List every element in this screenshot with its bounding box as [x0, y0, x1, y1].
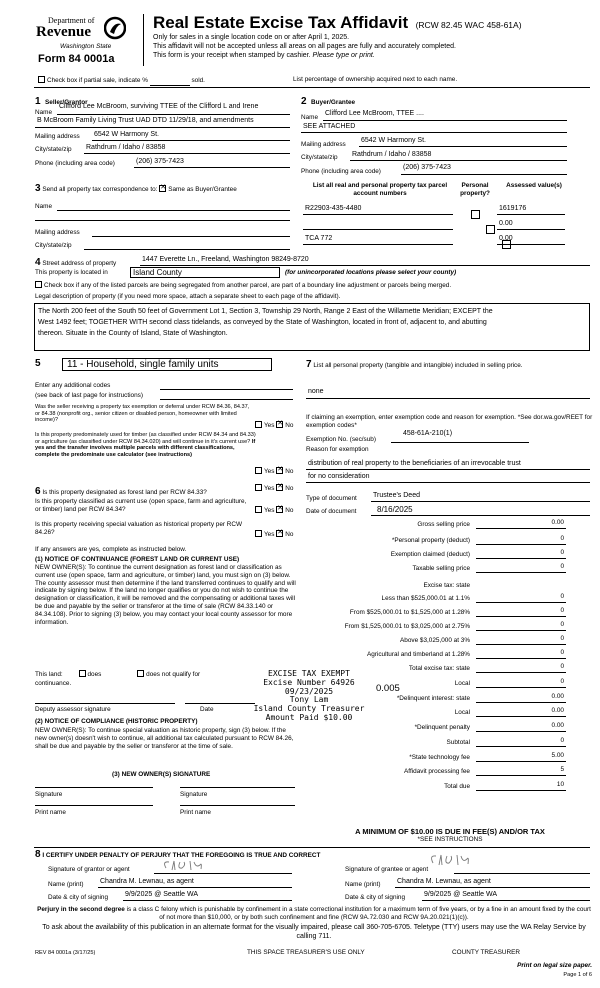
amount-label: Subtotal [446, 739, 470, 746]
stamp-line5: Island County Treasurer [253, 704, 365, 714]
county-note: (for unincorporated locations please select your county) [285, 269, 457, 276]
section2-title: Buyer/Grantee [311, 99, 356, 106]
amount-underline [476, 716, 566, 717]
amount-label: From $525,000.01 to $1,525,000 at 1.28% [349, 609, 470, 616]
seller-name-label: Name [35, 109, 53, 116]
seller-city-label: City/state/zip [35, 146, 72, 153]
q4-yes: Yes [264, 507, 275, 514]
q4-yes-checkbox[interactable] [255, 506, 262, 513]
section3-city-label: City/state/zip [35, 242, 72, 249]
exemption-no-label: Exemption No. (sec/sub) [306, 436, 376, 443]
exemption-question: Was the seller receiving a property tax exemption or deferral under RCW 84.36, 84.37, or 84.38 (nonprofit org., senior citizen or disabled person, homeowner with limited income)? [35, 404, 250, 424]
q3-no-checkbox[interactable] [276, 484, 283, 491]
segregated-label: Check box if any of the listed parcels are being segregated from another parcel, are part of a boundary line adjustment or parcels being merged. [44, 282, 452, 289]
q3-yes: Yes [264, 485, 275, 492]
notice1-title: (1) NOTICE OF CONTINUANCE (FOREST LAND OR CURRENT USE) [35, 556, 240, 563]
amount-value[interactable]: 0 [560, 649, 564, 656]
grantee-name-input[interactable]: Chandra M. Lewnau, as agent [397, 878, 491, 885]
assessed-value-2[interactable]: 0.00 [499, 220, 513, 227]
section3-label: Send all property tax correspondence to: [42, 186, 158, 193]
signature-label-2: Signature [180, 791, 208, 798]
amount-value[interactable]: 0.00 [551, 722, 564, 729]
q5-no: No [285, 531, 294, 538]
header-note3: This form is your receipt when stamped by cashier. [153, 51, 311, 59]
amount-value[interactable]: 0 [560, 593, 564, 600]
perjury-bold: Perjury in the second degree [37, 906, 125, 913]
section7-number: 7 [306, 359, 312, 370]
legal-label: Legal description of property (if you need more space, attach a separate sheet to each page of the affidavit). [35, 293, 341, 300]
amount-label: Affidavit processing fee [404, 768, 470, 775]
amount-label: Local [454, 709, 470, 716]
deputy-date-label: Date [200, 706, 214, 713]
grantee-sig-label: Signature of grantee or agent [345, 866, 429, 873]
page-number: Page 1 of 6 [563, 972, 592, 978]
parcel-col-header: List all real and personal property tax parcel account numbers [312, 182, 448, 197]
buyer-city-input[interactable]: Rathdrum / Idaho / 83858 [352, 151, 432, 158]
amount-label: Local [454, 680, 470, 687]
wa-logo-icon [104, 16, 126, 40]
buyer-phone-label: Phone (including area code) [301, 168, 381, 175]
assessed-value-3[interactable]: 0.00 [499, 235, 513, 242]
grantee-signature[interactable] [427, 853, 477, 869]
amount-underline [476, 544, 566, 545]
amount-label: Agricultural and timberland at 1.28% [366, 651, 470, 658]
partial-sale-checkbox[interactable] [38, 76, 45, 83]
buyer-name-label: Name [301, 114, 319, 121]
grantee-date-label: Date & city of signing [345, 894, 406, 901]
seller-mailing-label: Mailing address [35, 133, 80, 140]
certify-statement: I CERTIFY UNDER PENALTY OF PERJURY THAT THE FOREGOING IS TRUE AND CORRECT [42, 852, 321, 859]
agency-line3: Washington State [60, 43, 112, 50]
amount-underline [476, 644, 566, 645]
header-note1: Only for sales in a single location code on or after April 1, 2025. [153, 34, 350, 41]
amount-underline [476, 672, 566, 673]
amount-label: *Delinquent penalty [414, 724, 470, 731]
page-title: Real Estate Excise Tax Affidavit [153, 13, 409, 32]
forest-question: Is this property designated as forest land per RCW 84.33? [42, 489, 207, 496]
amount-underline [476, 687, 566, 688]
continuance-label: continuance. [35, 680, 72, 687]
seller-mailing-input[interactable]: 6542 W Harmony St. [94, 131, 159, 138]
doc-type-input[interactable]: Trustee's Deed [373, 492, 420, 499]
grantor-sig-label: Signature of grantor or agent [48, 866, 130, 873]
section3-mailing-label: Mailing address [35, 229, 80, 236]
see-list-label: (see back of last page for instructions) [35, 392, 143, 399]
q5-no-checkbox[interactable] [276, 530, 283, 537]
q3-no: No [285, 485, 294, 492]
amount-label: Exemption claimed (deduct) [390, 551, 470, 558]
located-label: This property is located in [35, 269, 108, 276]
assessed-col-header: Assessed value(s) [506, 182, 562, 189]
amount-value[interactable]: 0 [560, 563, 564, 570]
reason-line1[interactable]: distribution of real property to the beneficiaries of an irrevocable trust [308, 460, 521, 467]
notice1-text: NEW OWNER(S): To continue the current designation as forest land or classification as current use (open space, farm and agriculture, or timber) land, you must sign on (3) below. The county assessor must then determine if the land transferred continues to qualify and will indicate by signing below. If the land no longer qualifies or you do not wish to continue the designation or classification, it will be removed and the compensating or additional taxes will be due and payable by the seller or transferor at the time of sale (RCW 84.33.140 or 84.34.108). Prior to signing (3) below, you may contact your local county assessor for more information. [35, 564, 296, 626]
seller-city-input[interactable]: Rathdrum / Idaho / 83858 [86, 144, 166, 151]
amount-value[interactable]: 0 [560, 549, 564, 556]
amount-underline [476, 775, 566, 776]
partial-sale-sold: sold. [191, 77, 205, 84]
q1-no-checkbox[interactable] [276, 421, 283, 428]
agency-line1: Department of [48, 16, 95, 25]
additional-codes-label: Enter any additional codes [35, 382, 111, 389]
amount-value[interactable]: 10 [556, 781, 564, 788]
amount-value[interactable]: 0.00 [551, 693, 564, 700]
section6-number: 6 [35, 486, 41, 497]
stamp-line2: Excise Number 64926 [263, 677, 355, 687]
amount-value[interactable]: 0 [560, 635, 564, 642]
reason-label: Reason for exemption [306, 446, 369, 453]
amount-value[interactable]: 0 [560, 535, 564, 542]
notice2-title: (2) NOTICE OF COMPLIANCE (HISTORIC PROPERTY) [35, 718, 198, 725]
personal-property-input[interactable]: none [308, 388, 324, 395]
historic-question: Is this property receiving special valuation as historical property per RCW 84.26? [35, 521, 243, 536]
legal-line2: West 1492 feet; TOGETHER WITH second class tidelands, as conveyed by the State of Washington, located in front of, adjacent to, and abutting [38, 318, 487, 326]
amount-underline [476, 572, 566, 573]
amount-value[interactable]: 0.00 [551, 707, 564, 714]
see-instructions: *SEE INSTRUCTIONS [417, 836, 483, 843]
does-label: does [87, 671, 102, 678]
rcw-ref: (RCW 82.45 WAC 458-61A) [415, 20, 522, 30]
amount-value[interactable]: 5.00 [551, 752, 564, 759]
amount-value[interactable]: 0 [560, 737, 564, 744]
partial-sale-label: Check box if partial sale, indicate % [47, 77, 148, 84]
dor-logo [34, 14, 130, 66]
amount-value[interactable]: 5 [560, 766, 564, 773]
grantor-name-label: Name (print) [48, 881, 84, 888]
q4-no: No [285, 507, 294, 514]
buyer-phone-input[interactable]: (206) 375-7423 [403, 164, 451, 171]
timber-question: Is this property predominately used for timber (as classified under RCW 84.34 and 84.33) or agriculture (as classified under RCW 84.34.020) and will continue in it's current use? [35, 432, 256, 445]
amount-underline [476, 702, 566, 703]
grantor-date-input[interactable]: 9/9/2025 @ Seattle WA [125, 891, 198, 898]
amount-underline [476, 630, 566, 631]
county-treasurer: COUNTY TREASURER [452, 949, 520, 956]
section5-number: 5 [35, 358, 41, 369]
seller-name-line2[interactable]: B McBroom Family Living Trust UAD DTD 11/29/18, and amendments [37, 117, 254, 124]
buyer-mailing-label: Mailing address [301, 141, 346, 148]
amount-underline [476, 602, 566, 603]
amount-value[interactable]: 0 [560, 663, 564, 670]
q5-yes: Yes [264, 531, 275, 538]
amount-label: Excise tax: state [423, 582, 470, 589]
if-yes-note: If any answers are yes, complete as instructed below. [35, 546, 187, 553]
amount-label: Taxable selling price [412, 565, 470, 572]
amount-underline [476, 558, 566, 559]
partial-sale-percent-input[interactable] [150, 77, 190, 86]
amount-underline [476, 731, 566, 732]
q2-no-checkbox[interactable] [276, 467, 283, 474]
stamp-line6: Amount Paid $10.00 [265, 712, 353, 722]
county-select[interactable]: Island County [130, 267, 280, 278]
q3-yes-checkbox[interactable] [255, 484, 262, 491]
amount-label: Above $3,025,000 at 3% [400, 637, 470, 644]
exemption-no-input[interactable]: 458-61A-210(1) [403, 430, 453, 437]
amount-label: Total due [444, 783, 470, 790]
amount-label: From $1,525,000.01 to $3,025,000 at 2.75% [344, 623, 470, 630]
amount-label: *Delinquent interest: state [396, 695, 470, 702]
header-note3b: Please type or print. [312, 51, 375, 59]
signature-label-1: Signature [35, 791, 63, 798]
ownership-note: List percentage of ownership acquired next to each name. [293, 76, 458, 83]
street-label: Street address of property [42, 260, 117, 267]
q2-yes-checkbox[interactable] [255, 467, 262, 474]
amount-label: Less than $525,000.01 at 1.1% [381, 595, 470, 602]
amount-underline [476, 746, 566, 747]
grantor-date-label: Date & city of signing [48, 894, 109, 901]
doc-type-label: Type of document [306, 495, 357, 502]
stamp-line3: 09/23/2025 [284, 686, 334, 696]
q1-no: No [285, 422, 294, 429]
doc-date-label: Date of document [306, 508, 357, 515]
local-rate: 0.005 [376, 683, 400, 694]
print-name-label-1: Print name [35, 809, 66, 816]
buyer-name-line1[interactable]: Clifford Lee McBroom, TTEE .... [325, 110, 424, 117]
new-owner-signature-title: (3) NEW OWNER(S) SIGNATURE [112, 771, 211, 778]
perjury-text: is a class C felony which is punishable by confinement in a state correctional institution for a maximum term of five years, or by a fine in an amount fixed by the court of not more than $10,000, or by both such confinement and fine (RCW 9A.72.030 and RCW 9A.20.021(1)(c)). [124, 906, 591, 921]
parcel-number-1[interactable]: R22903-435-4480 [305, 205, 362, 212]
minimum-due: A MINIMUM OF $10.00 IS DUE IN FEE(S) AND/OR TAX [355, 827, 545, 836]
legal-description-box[interactable] [34, 303, 590, 351]
amount-label: Gross selling price [417, 521, 470, 528]
amount-label: *Personal property (deduct) [391, 537, 470, 544]
header-note2: This affidavit will not be accepted unless all areas on all pages are fully and accurately completed. [153, 42, 456, 50]
amount-label: Total excise tax: state [408, 665, 470, 672]
notice2-text: NEW OWNER(S): To continue special valuation as historic property, sign (3) below. If the new owner(s) doesn't wish to continue, all additional tax calculated pursuant to RCW 84.26, shall be due and payable by the seller or transferor at the time of sale. [35, 727, 294, 750]
agency-line2: Revenue [36, 24, 91, 40]
section3-number: 3 [35, 183, 41, 194]
does-not-label: does not qualify for [146, 671, 201, 678]
section2-number: 2 [301, 96, 307, 107]
q4-no-checkbox[interactable] [276, 506, 283, 513]
excise-tax-stamp [240, 670, 378, 723]
amount-value[interactable]: 0 [560, 678, 564, 685]
legal-paper-note: Print on legal size paper. [517, 962, 592, 969]
amount-underline [476, 790, 566, 791]
assessed-value-1[interactable]: 1619176 [499, 205, 527, 212]
land-use-code-select[interactable]: 11 - Household, single family units [62, 358, 272, 371]
stamp-line4: Tony Lam [289, 695, 329, 705]
legal-line1: The North 200 feet of the South 50 feet of Government Lot 1, Section 3, Township 29 North, Range 2 East of the Willamette Meridian; EXCEPT the [38, 308, 493, 315]
segregated-checkbox[interactable] [35, 281, 42, 288]
amount-label: *State technology fee [409, 754, 470, 761]
form-number: Form 84 0001a [38, 53, 115, 65]
personal-property-checkbox-1[interactable] [471, 210, 480, 219]
grantor-name-input[interactable]: Chandra M. Lewnau, as agent [100, 878, 194, 885]
personal-property-checkbox-2[interactable] [486, 225, 495, 234]
q1-yes: Yes [264, 422, 275, 429]
timber-question-note: If yes and the transfer involves multiple parcels with different classifications, complete the predominate use calculator (see instructions) [35, 438, 256, 459]
exemption-instructions: If claiming an exemption, enter exemption code and reason for exemption. *See dor.wa.gov/REET for exemption codes* [306, 414, 593, 429]
section4-number: 4 [35, 257, 41, 268]
buyer-mailing-input[interactable]: 6542 W Harmony St. [361, 137, 426, 144]
buyer-name-line2[interactable]: SEE ATTACHED [303, 123, 356, 130]
same-as-buyer-label: Same as Buyer/Grantee [168, 186, 237, 193]
same-as-buyer-checkbox[interactable] [159, 185, 166, 192]
personal-property-label: List all personal property (tangible and intangible) included in selling price. [313, 362, 523, 369]
this-land-label: This land: [35, 671, 63, 678]
grantor-signature[interactable] [160, 859, 210, 873]
treasurer-use-only: THIS SPACE TREASURER'S USE ONLY [247, 949, 365, 956]
amount-underline [476, 528, 566, 529]
street-input[interactable]: 1447 Everette Ln., Freeland, Washington 98249-8720 [142, 256, 309, 263]
does-checkbox[interactable] [79, 670, 86, 677]
personal-col-header: Personal property? [460, 182, 490, 197]
q2-yes: Yes [264, 468, 275, 475]
rev-number: REV 84 0001a (3/17/25) [35, 950, 96, 956]
grantee-name-label: Name (print) [345, 881, 381, 888]
seller-name-line1[interactable]: Clifford Lee McBroom, surviving TTEE of the Clifford L and Irene [59, 103, 259, 110]
amount-value[interactable]: 0.00 [551, 519, 564, 526]
section3-name-label: Name [35, 203, 53, 210]
current-use-question: Is this property classified as current use (open space, farm and agriculture, or timber) land per RCW 84.34? [35, 498, 247, 513]
amount-value[interactable]: 0 [560, 607, 564, 614]
q2-no: No [285, 468, 294, 475]
section1-title: Seller/Grantor [45, 99, 88, 106]
amount-underline [476, 658, 566, 659]
section8-number: 8 [35, 849, 41, 860]
seller-phone-input[interactable]: (206) 375-7423 [136, 158, 184, 165]
deputy-signature-label: Deputy assessor signature [35, 706, 111, 713]
stamp-line1: EXCISE TAX EXEMPT [268, 669, 350, 678]
does-not-checkbox[interactable] [137, 670, 144, 677]
reason-line2[interactable]: for no consideration [308, 473, 370, 480]
q1-yes-checkbox[interactable] [255, 421, 262, 428]
alternate-format-note: To ask about the availability of this publication in an alternate format for the visually impaired, please call 360-705-6705. Teletype (TTY) users may use the WA Relay Service by calling 711. [42, 924, 586, 940]
buyer-city-label: City/state/zip [301, 154, 338, 161]
amount-underline [476, 761, 566, 762]
amount-value[interactable]: 0 [560, 621, 564, 628]
legal-line3: thereon. Situate in the County of Island, State of Washington. [38, 329, 228, 337]
grantee-date-input[interactable]: 9/9/2025 @ Seattle WA [424, 891, 497, 898]
seller-phone-label: Phone (including area code) [35, 160, 115, 167]
doc-date-input[interactable]: 8/16/2025 [377, 505, 413, 514]
parcel-number-3[interactable]: TCA 772 [305, 235, 333, 242]
print-name-label-2: Print name [180, 809, 211, 816]
amount-underline [476, 616, 566, 617]
section1-number: 1 [35, 96, 41, 107]
q5-yes-checkbox[interactable] [255, 530, 262, 537]
